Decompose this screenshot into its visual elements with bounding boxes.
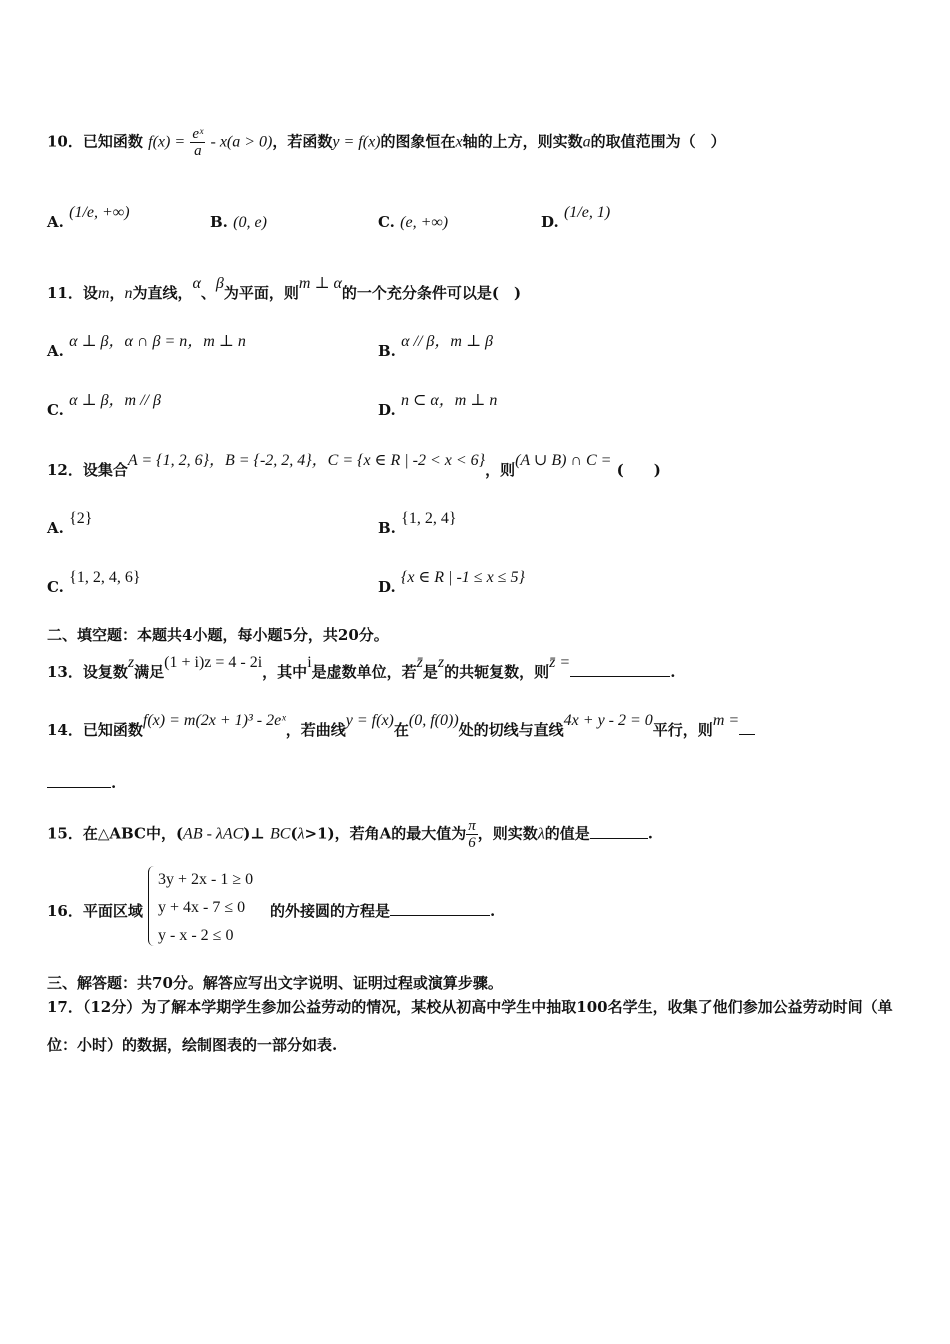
q14-stem: 14．已知函数f(x) = m(2x + 1)³ - 2eˣ，若曲线y = f(x)在(0, f(0))处的切线与直线4x + y - 2 = 0平行，则m = (47, 720, 755, 741)
q10-option-b: B. (0, e) (210, 213, 267, 231)
q10-option-d: D. (1/e, 1) (541, 204, 611, 231)
q15-stem: 15．在△ABC中，(AB - λAC)⊥ BC(λ>1)，若角A的最大值为 $\frac{\pi}{6}$ ，则实数λ的值是 . (47, 818, 653, 851)
q12-option-d: D. {x ∈ R | -1 ≤ x ≤ 5} (378, 569, 525, 596)
q12-option-a: A. {2} (47, 510, 93, 537)
q12-stem: 12．设集合A = {1, 2, 6}，B = {-2, 2, 4}，C = {x ∈ R | -2 < x < 6}，则(A ∪ B) ∩ C = ( ) (47, 452, 661, 479)
q13-answer-blank[interactable] (570, 662, 670, 677)
section-three-heading: 三、解答题：共70分。解答应写出文字说明、证明过程或演算步骤。 (47, 974, 503, 992)
q11-option-c: C. α ⊥ β，m // β (47, 392, 161, 419)
q11-option-d: D. n ⊂ α，m ⊥ n (378, 392, 498, 419)
q11-option-b: B. α // β，m ⊥ β (378, 333, 493, 360)
q16-answer-blank[interactable] (390, 901, 490, 916)
q14-answer-blank-start[interactable] (739, 720, 755, 735)
q15-answer-blank[interactable] (590, 824, 648, 839)
q11-stem: 11．设m，n为直线，α、β为平面，则m ⊥ α的一个充分条件可以是( ) (47, 275, 522, 302)
q15-pi-fraction: $\frac{\pi}{6}$ (468, 818, 476, 851)
q13-stem: 13．设复数z满足(1 + i)z = 4 - 2i，其中i是虚数单位，若z̄是z的共轭复数，则z̄ =. (47, 654, 676, 681)
q10-option-a: A. (1/e, +∞) (47, 204, 130, 231)
q11-option-a: A. α ⊥ β，α ∩ β = n，m ⊥ n (47, 333, 246, 360)
q16-tail: 的外接圆的方程是 . (270, 902, 496, 920)
q10-option-c: C. (e, +∞) (378, 213, 449, 231)
q16-brace (148, 866, 157, 946)
q16-label: 16．平面区域 (47, 902, 143, 920)
q12-option-c: C. {1, 2, 4, 6} (47, 569, 141, 596)
q12-option-b: B. {1, 2, 4} (378, 510, 457, 537)
q14-continuation: . (47, 773, 116, 793)
q10-fraction: $\frac{\text{eˣ}}{a}$ (192, 126, 204, 159)
q17-text: 17．（12分）为了解本学期学生参加公益劳动的情况，某校从初高中学生中抽取100名学生，收集了他们参加公益劳动时间（单位：小时）的数据，绘制图表的一部分如表. (47, 998, 893, 1054)
section-two-heading: 二、填空题：本题共4小题，每小题5分，共20分。 (47, 626, 389, 644)
q10-stem: 10．已知函数 f(x) = $\frac{\text{eˣ}}{a}$ - x(a > 0)，若函数y = f(x)的图象恒在x轴的上方，则实数a的取值范围为（ ） (47, 126, 726, 159)
q14-answer-blank[interactable] (47, 773, 111, 788)
q16-inequalities: 3y + 2x - 1 ≥ 0 y + 4x - 7 ≤ 0 y - x - 2 ≤ 0 (158, 871, 254, 944)
